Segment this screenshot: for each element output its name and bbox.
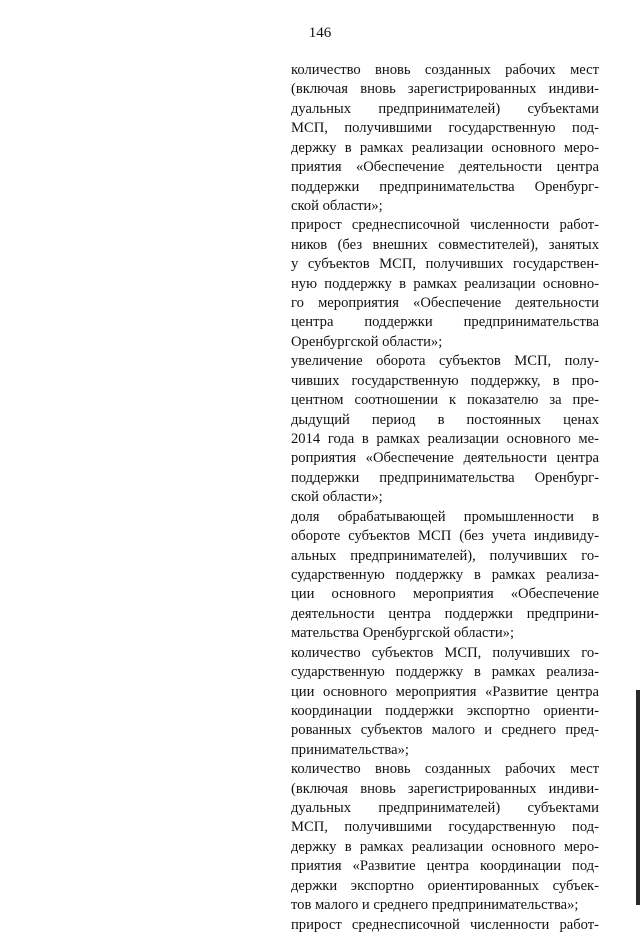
text-line: центном соотношении к показателю за пре-	[291, 392, 599, 409]
text-line: поддержки предпринимательства Оренбург-	[291, 178, 599, 195]
text-line: доля обрабатывающей промышленности в	[291, 508, 599, 525]
text-line: держку в рамках реализации основного меро-	[291, 838, 599, 855]
text-line: количество вновь созданных рабочих мест	[291, 62, 599, 78]
text-line: сударственную поддержку в рамках реализа-	[291, 664, 599, 681]
text-line: принимательства»;	[291, 741, 409, 758]
text-line: держки экспортно ориентированных субъек-	[291, 877, 599, 894]
text-line: ции основного мероприятия «Обеспечение	[291, 586, 599, 603]
text-line: рованных субъектов малого и среднего пред-	[291, 722, 599, 739]
text-line: ской области»;	[291, 489, 383, 506]
text-line: альных предпринимателей), получивших го-	[291, 547, 599, 564]
text-line: ников (без внешних совместителей), занятых	[291, 236, 599, 253]
text-line: количество вновь созданных рабочих мест	[291, 761, 599, 778]
text-line: ную поддержку в рамках реализации основно-	[291, 275, 599, 292]
text-line: (включая вновь зарегистрированных индиви-	[291, 81, 599, 98]
text-line: дыдущий период в постоянных ценах	[291, 411, 599, 428]
text-line: дуальных предпринимателей) субъектами	[291, 800, 599, 817]
text-line: 2014 года в рамках реализации основного ме-	[291, 431, 599, 448]
text-line: мательства Оренбургской области»;	[291, 625, 514, 642]
text-line: прирост среднесписочной численности работ-	[291, 916, 599, 933]
text-line: прирост среднесписочной численности работ-	[291, 217, 599, 234]
document-body	[291, 61, 599, 935]
text-line: поддержки предпринимательства Оренбург-	[291, 469, 599, 486]
scan-edge-mark	[636, 690, 640, 905]
text-line: количество субъектов МСП, получивших го-	[291, 644, 599, 661]
text-line: приятия «Обеспечение деятельности центра	[291, 159, 599, 176]
text-line: держку в рамках реализации основного меро-	[291, 139, 599, 156]
text-line: центра поддержки предпринимательства	[291, 314, 599, 331]
text-line: дуальных предпринимателей) субъектами	[291, 100, 599, 117]
text-line: приятия «Развитие центра координации под-	[291, 858, 599, 875]
text-line: обороте субъектов МСП (без учета индивиду-	[291, 528, 599, 545]
text-line: координации поддержки экспортно ориенти-	[291, 702, 599, 719]
text-line: тов малого и среднего предпринимательства»;	[291, 897, 579, 914]
text-line: деятельности центра поддержки предприни-	[291, 605, 599, 622]
text-line: ской области»;	[291, 197, 383, 214]
page-number: 146	[308, 25, 332, 41]
text-line: роприятия «Обеспечение деятельности центра	[291, 450, 599, 467]
text-line: МСП, получившими государственную под-	[291, 120, 599, 137]
text-line: чивших государственную поддержку, в про-	[291, 372, 599, 389]
text-line: у субъектов МСП, получивших государствен-	[291, 256, 599, 273]
text-line: МСП, получившими государственную под-	[291, 819, 599, 836]
text-line: Оренбургской области»;	[291, 333, 443, 350]
text-line: го мероприятия «Обеспечение деятельности	[291, 295, 599, 312]
text-line: увеличение оборота субъектов МСП, полу-	[291, 353, 599, 370]
text-line: сударственную поддержку в рамках реализа-	[291, 566, 599, 583]
text-line: (включая вновь зарегистрированных индиви-	[291, 780, 599, 797]
text-line: ции основного мероприятия «Развитие центра	[291, 683, 599, 700]
